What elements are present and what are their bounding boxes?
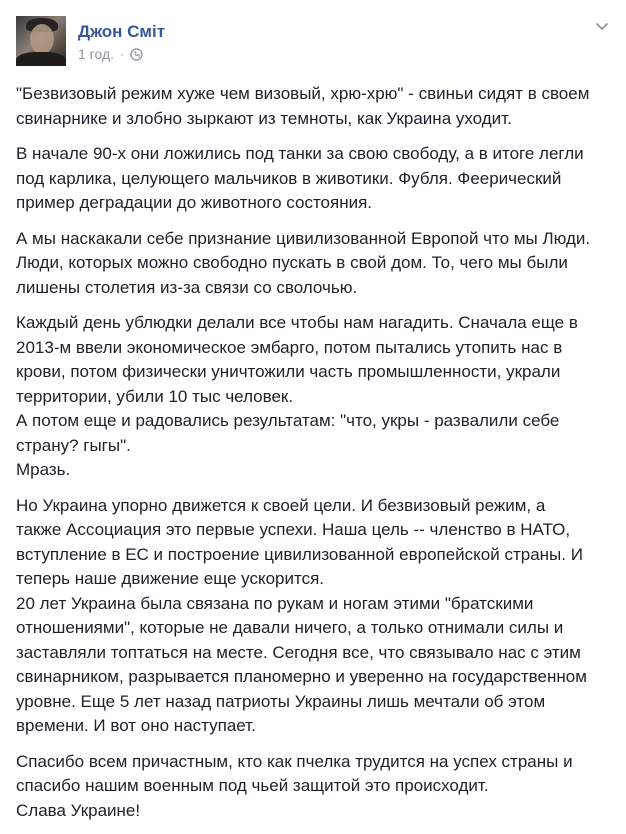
text-line: Но Украина упорно движется к своей цели. И безвизовый режим, а	[16, 495, 546, 515]
text-line: свинарнике и злобно зыркают из темноты, как Украина уходит.	[16, 108, 512, 128]
text-line: Мразь.	[16, 460, 71, 479]
meta-separator: ·	[120, 47, 125, 61]
text-line: уровне. Еще 5 лет назад патриоты Украины лишь мечтали об этом	[16, 691, 546, 711]
globe-icon[interactable]	[130, 48, 143, 61]
text-line: Слава Украине!	[16, 800, 141, 820]
text-line: пример деградации до животного состояния.	[16, 193, 373, 212]
text-line: 20 лет Украина была связана по рукам и ногам этими "братскими	[16, 593, 534, 613]
text-line: спасибо нашим военным под чьей защитой это происходит.	[16, 776, 489, 795]
text-line: отношениями", которые не давали ничего, а только отнимали силы и	[16, 618, 564, 637]
post-timestamp[interactable]: 1 год.	[78, 46, 115, 62]
post-paragraph	[16, 311, 612, 483]
post-header	[16, 14, 610, 66]
text-line: также Ассоциация это первые успехи. Наша цель -- членство в НАТО,	[16, 520, 571, 539]
post-paragraph	[16, 82, 612, 131]
text-line: Спасибо всем причастным, кто как пчелка трудится на успех страны и	[16, 751, 573, 771]
text-line: В начале 90-х они ложились под танки за свою свободу, а в итоге легли	[16, 144, 584, 163]
text-line: территории, убили 10 тыс человек.	[16, 386, 294, 406]
chevron-down-icon[interactable]	[594, 18, 610, 34]
post-meta	[78, 46, 143, 62]
text-line: Каждый день ублюдки делали все чтобы нам нагадить. Сначала еще в	[16, 313, 578, 332]
post-body	[16, 82, 612, 834]
text-line: вступление в ЕС и построение цивилизованной европейской страны. И	[16, 544, 583, 564]
text-line: свинарником, разрывается планомерно и уверенно на государственном	[16, 667, 587, 686]
text-line: крови, потом физически уничтожили часть промышленности, украли	[16, 362, 561, 381]
text-line: 2013-м ввели экономическое эмбарго, потом пытались утопить нас в	[16, 337, 563, 357]
text-line: заставляли топтаться на месте. Сегодня все, что связывало нас с этим	[16, 642, 581, 662]
text-line: времени. И вот оно наступает.	[16, 716, 256, 735]
text-line: под карлика, целующего мальчиков в животики. Фубля. Феерический	[16, 168, 562, 188]
post-paragraph	[16, 227, 612, 301]
text-line: А потом еще и радовались результатам: "что, укры - развалили себе	[16, 411, 560, 430]
post-paragraph	[16, 142, 612, 216]
text-line: лишены столетия из-за связи со сволочью.	[16, 277, 358, 297]
author-name[interactable]: Джон Сміт	[78, 22, 166, 41]
text-line: страну? гыгы".	[16, 435, 131, 455]
post-paragraph	[16, 750, 612, 824]
text-line: "Безвизовый режим хуже чем визовый, хрю-хрю" - свиньи сидят в своем	[16, 84, 590, 103]
text-line: А мы наскакали себе признание цивилизованной Европой что мы Люди.	[16, 228, 591, 248]
text-line: теперь наше движение еще ускорится.	[16, 569, 325, 588]
avatar[interactable]	[16, 16, 66, 66]
text-line: Люди, которых можно свободно пускать в свой дом. То, чего мы были	[16, 253, 568, 272]
post-paragraph	[16, 494, 612, 739]
